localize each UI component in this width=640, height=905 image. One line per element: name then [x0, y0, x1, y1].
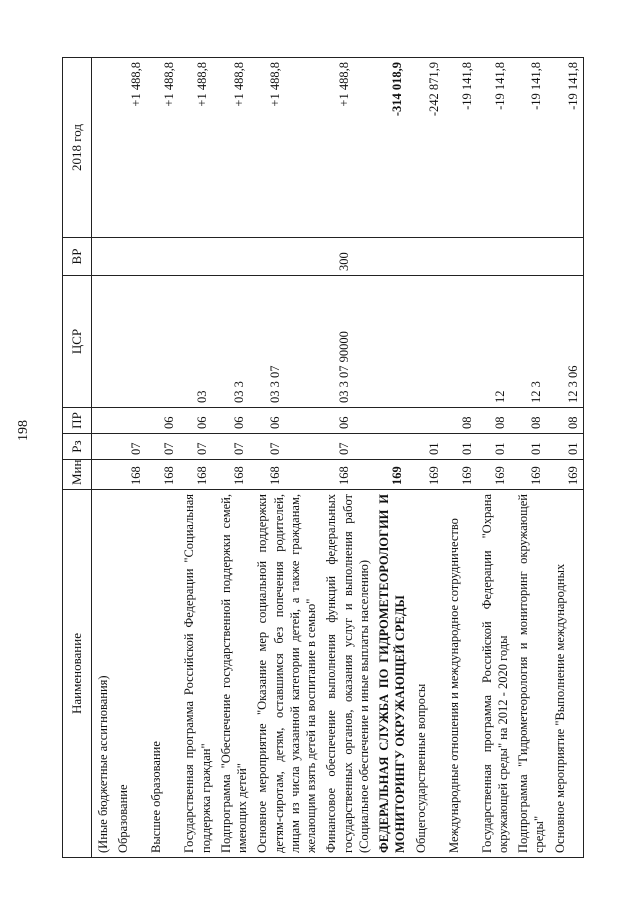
table-row: [92, 58, 114, 858]
cell-rz: 01: [477, 434, 514, 460]
cell-csr: [411, 276, 444, 408]
cell-sum: [92, 58, 114, 238]
cell-vr: [92, 238, 114, 276]
cell-min: 168: [252, 460, 321, 490]
cell-min: 169: [411, 460, 444, 490]
cell-min: 169: [477, 460, 514, 490]
cell-sum: -19 141,8: [444, 58, 477, 238]
cell-name: Финансовое обеспечение выполнения функций федеральных государственных органов, оказания услуг и выполнения работ (Социальное обеспечение и иные выплаты населению): [321, 490, 374, 858]
cell-min: 168: [113, 460, 146, 490]
rotated-page: [62, 58, 584, 858]
cell-pr: [374, 408, 411, 434]
cell-rz: 07: [146, 434, 179, 460]
cell-vr: [146, 238, 179, 276]
table-body: [92, 58, 584, 858]
cell-rz: 07: [113, 434, 146, 460]
table-header-row: [63, 58, 92, 858]
cell-csr: 03 3 07: [252, 276, 321, 408]
cell-name: Высшее образование: [146, 490, 179, 858]
cell-sum: -314 018,9: [374, 58, 411, 238]
cell-rz: 01: [513, 434, 550, 460]
cell-csr: 12 3: [513, 276, 550, 408]
cell-min: 169: [550, 460, 584, 490]
cell-min: 168: [216, 460, 253, 490]
cell-pr: [113, 408, 146, 434]
cell-vr: [216, 238, 253, 276]
cell-rz: 07: [179, 434, 216, 460]
cell-rz: 07: [321, 434, 374, 460]
cell-vr: [252, 238, 321, 276]
cell-csr: [374, 276, 411, 408]
header-name: Наименование: [63, 490, 92, 858]
cell-min: 168: [146, 460, 179, 490]
cell-pr: 06: [321, 408, 374, 434]
table-row: [477, 58, 514, 858]
cell-sum: +1 488,8: [321, 58, 374, 238]
cell-pr: 08: [477, 408, 514, 434]
page-number: 198: [16, 420, 31, 441]
header-sum: 2018 год: [63, 58, 92, 238]
table-row: [179, 58, 216, 858]
cell-sum: +1 488,8: [179, 58, 216, 238]
cell-vr: [374, 238, 411, 276]
cell-pr: 06: [179, 408, 216, 434]
table-row: [113, 58, 146, 858]
cell-min: 169: [374, 460, 411, 490]
cell-pr: 06: [252, 408, 321, 434]
cell-pr: 08: [444, 408, 477, 434]
cell-csr: 12: [477, 276, 514, 408]
cell-csr: 03 3: [216, 276, 253, 408]
table-row: [216, 58, 253, 858]
cell-rz: 07: [252, 434, 321, 460]
cell-csr: [146, 276, 179, 408]
cell-pr: 08: [513, 408, 550, 434]
cell-vr: [513, 238, 550, 276]
cell-rz: [92, 434, 114, 460]
cell-rz: 01: [411, 434, 444, 460]
cell-vr: [113, 238, 146, 276]
cell-pr: 08: [550, 408, 584, 434]
cell-pr: 06: [216, 408, 253, 434]
cell-sum: +1 488,8: [252, 58, 321, 238]
cell-csr: [113, 276, 146, 408]
cell-min: 168: [321, 460, 374, 490]
cell-pr: 06: [146, 408, 179, 434]
header-min: Мин: [63, 460, 92, 490]
table-row: [550, 58, 584, 858]
cell-vr: [477, 238, 514, 276]
cell-vr: [179, 238, 216, 276]
cell-min: 169: [444, 460, 477, 490]
cell-sum: -19 141,8: [477, 58, 514, 238]
cell-sum: -19 141,8: [550, 58, 584, 238]
cell-csr: 03: [179, 276, 216, 408]
table-row: [411, 58, 444, 858]
cell-sum: +1 488,8: [216, 58, 253, 238]
cell-min: 169: [513, 460, 550, 490]
header-csr: ЦСР: [63, 276, 92, 408]
cell-sum: -19 141,8: [513, 58, 550, 238]
cell-name: Подпрограмма "Обеспечение государственной поддержки семей, имеющих детей": [216, 490, 253, 858]
cell-sum: +1 488,8: [113, 58, 146, 238]
cell-vr: 300: [321, 238, 374, 276]
cell-min: 168: [179, 460, 216, 490]
table-row: [252, 58, 321, 858]
cell-csr: 12 3 06: [550, 276, 584, 408]
cell-rz: [374, 434, 411, 460]
cell-sum: +1 488,8: [146, 58, 179, 238]
cell-csr: [444, 276, 477, 408]
cell-name: Государственная программа Российской Федерации "Социальная поддержка граждан": [179, 490, 216, 858]
cell-name: (Иные бюджетные ассигнования): [92, 490, 114, 858]
cell-name: ФЕДЕРАЛЬНАЯ СЛУЖБА ПО ГИДРОМЕТЕОРОЛОГИИ И МОНИТОРИНГУ ОКРУЖАЮЩЕЙ СРЕДЫ: [374, 490, 411, 858]
cell-min: [92, 460, 114, 490]
cell-name: Международные отношения и международное сотрудничество: [444, 490, 477, 858]
cell-pr: [411, 408, 444, 434]
table-row: [321, 58, 374, 858]
cell-name: Общегосударственные вопросы: [411, 490, 444, 858]
cell-name: Основное мероприятие "Оказание мер социальной поддержки детям-сиротам, детям, оставшимся без попечения родителей, лицам из числа указанной категории детей, а также гражданам, желающим взять детей на воспитание в семью": [252, 490, 321, 858]
cell-csr: [92, 276, 114, 408]
cell-sum: -242 871,9: [411, 58, 444, 238]
cell-name: Государственная программа Российской Федерации "Охрана окружающей среды" на 2012 - 2020 годы: [477, 490, 514, 858]
cell-name: Основное мероприятие "Выполнение международных: [550, 490, 584, 858]
table-row: [513, 58, 550, 858]
cell-csr: 03 3 07 90000: [321, 276, 374, 408]
cell-rz: 01: [550, 434, 584, 460]
table-row: [444, 58, 477, 858]
cell-rz: 07: [216, 434, 253, 460]
table-row: [146, 58, 179, 858]
cell-name: Подпрограмма "Гидрометеорология и мониторинг окружающей среды": [513, 490, 550, 858]
cell-vr: [444, 238, 477, 276]
budget-table: [62, 57, 584, 858]
cell-name: Образование: [113, 490, 146, 858]
header-vr: ВР: [63, 238, 92, 276]
cell-rz: 01: [444, 434, 477, 460]
cell-vr: [550, 238, 584, 276]
cell-pr: [92, 408, 114, 434]
header-rz: Рз: [63, 434, 92, 460]
header-pr: ПР: [63, 408, 92, 434]
table-row: [374, 58, 411, 858]
cell-vr: [411, 238, 444, 276]
